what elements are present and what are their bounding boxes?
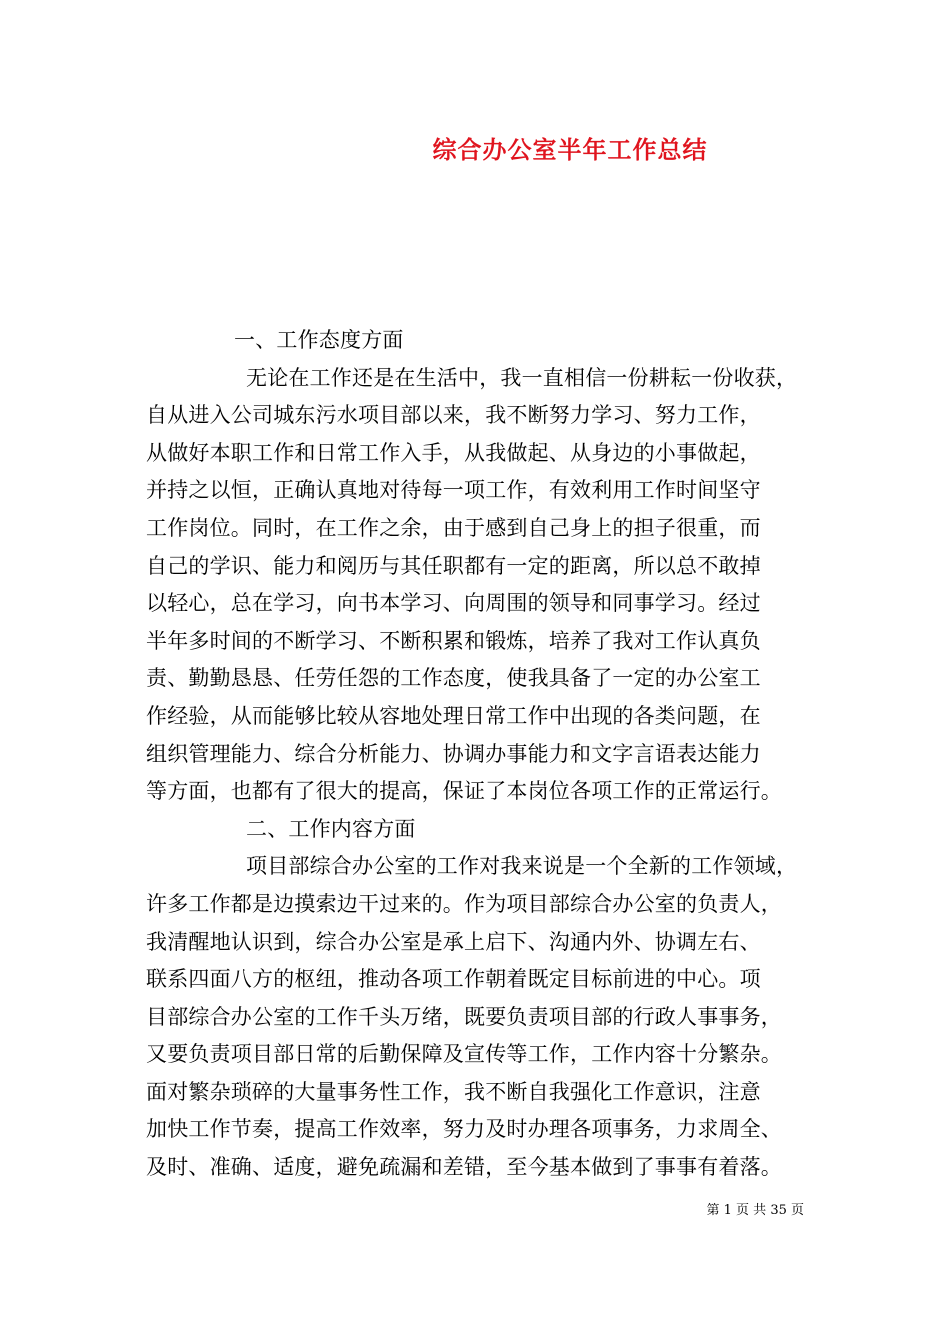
paragraph-line: 又要负责项目部日常的后勤保障及宣传等工作，工作内容十分繁杂。: [146, 1042, 782, 1067]
document-body: [146, 322, 814, 1187]
paragraph-line: 我清醒地认识到，综合办公室是承上启下、沟通内外、协调左右、: [146, 929, 761, 954]
paragraph-line: 自己的学识、能力和阅历与其任职都有一定的距离，所以总不敢掉: [146, 553, 761, 578]
paragraph-line: 面对繁杂琐碎的大量事务性工作，我不断自我强化工作意识，注意: [146, 1079, 761, 1104]
paragraph-line: 从做好本职工作和日常工作入手，从我做起、从身边的小事做起，: [146, 440, 761, 465]
paragraph-line: 以轻心，总在学习，向书本学习、向周围的领导和同事学习。经过: [146, 591, 761, 616]
paragraph-line: 责、勤勤恳恳、任劳任怨的工作态度，使我具备了一定的办公室工: [146, 666, 761, 691]
paragraph-line: 并持之以恒，正确认真地对待每一项工作，有效利用工作时间坚守: [146, 478, 761, 503]
paragraph-line: 工作岗位。同时，在工作之余，由于感到自己身上的担子很重，而: [146, 515, 761, 540]
paragraph-line: 及时、准确、适度，避免疏漏和差错，至今基本做到了事事有着落。: [146, 1155, 782, 1180]
paragraph-line: 等方面，也都有了很大的提高，保证了本岗位各项工作的正常运行。: [146, 779, 782, 804]
paragraph-line: 无论在工作还是在生活中，我一直相信一份耕耘一份收获，: [246, 365, 798, 390]
paragraph-line: 组织管理能力、综合分析能力、协调办事能力和文字言语表达能力: [146, 741, 761, 766]
page-number-footer: 第 1 页 共 35 页: [706, 1203, 804, 1218]
paragraph-line: 项目部综合办公室的工作对我来说是一个全新的工作领域，: [246, 854, 798, 879]
section-heading: 一、工作态度方面: [234, 328, 404, 352]
paragraph-line: 自从进入公司城东污水项目部以来，我不断努力学习、努力工作，: [146, 403, 761, 428]
paragraph-line: 目部综合办公室的工作千头万绪，既要负责项目部的行政人事事务，: [146, 1004, 782, 1029]
paragraph-line: 加快工作节奏，提高工作效率，努力及时办理各项事务，力求周全、: [146, 1117, 782, 1142]
document-title: 综合办公室半年工作总结: [432, 135, 708, 164]
paragraph-line: 作经验，从而能够比较从容地处理日常工作中出现的各类问题，在: [146, 703, 761, 728]
paragraph-line: 联系四面八方的枢纽，推动各项工作朝着既定目标前进的中心。项: [146, 967, 761, 992]
section-heading: 二、工作内容方面: [246, 816, 416, 841]
paragraph-line: 半年多时间的不断学习、不断积累和锻炼，培养了我对工作认真负: [146, 628, 761, 653]
paragraph-line: 许多工作都是边摸索边干过来的。作为项目部综合办公室的负责人，: [146, 891, 782, 916]
